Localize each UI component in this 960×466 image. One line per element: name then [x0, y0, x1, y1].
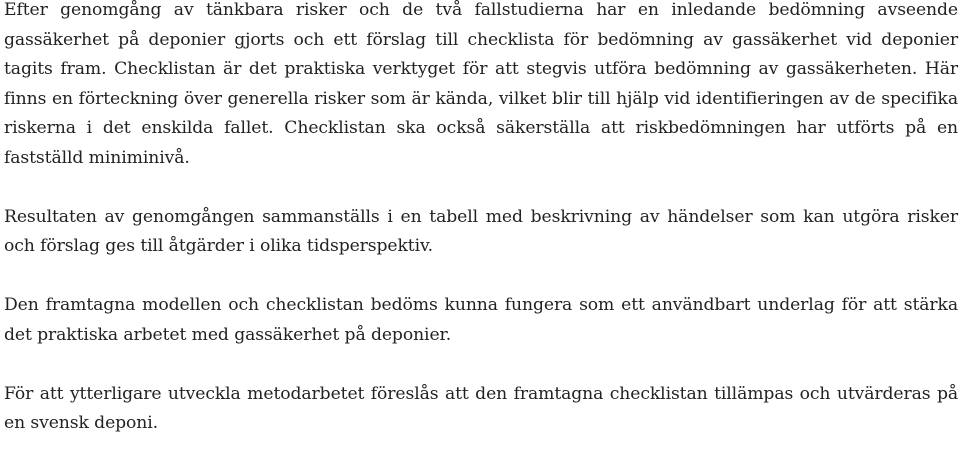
paragraph-results: Resultaten av genomgången sammanställs i en tabell med beskrivning av händelser som kan utgöra risker och förslag ges till åtgärder i olika tidsperspektiv.: [4, 206, 958, 256]
paragraph-model-assessment: Den framtagna modellen och checklistan bedöms kunna fungera som ett användbart underlag för att stärka det praktiska arbetet med gassäkerhet på deponier.: [4, 295, 958, 345]
paragraph-summary: Efter genomgång av tänkbara risker och de två fallstudierna har en inledande bedömning avseende gassäkerhet på deponier gjorts och ett förslag till checklista för bedömning av gassäkerhet vid deponier tagits fram. Checklistan är det praktiska verktyget för att stegvis utföra bedömning av gassäkerheten. Här finns en förteckning över generella risker som är kända, vilket blir till hjälp vid identifieringen av de specifika riskerna i det enskilda fallet. Checklistan ska också säkerställa att riskbedömningen har utförts på en fastställd miniminivå.: [4, 0, 958, 168]
paragraph-recommendation: För att ytterligare utveckla metodarbetet föreslås att den framtagna checklistan tillämpas och utvärderas på en svensk deponi.: [4, 383, 958, 433]
document-body: [4, 0, 958, 439]
